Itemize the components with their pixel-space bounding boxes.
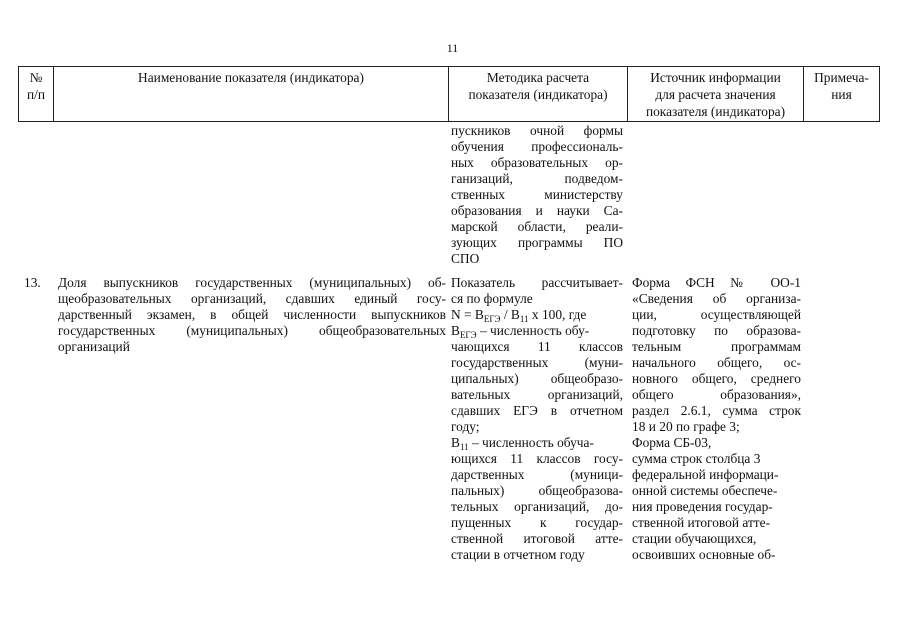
source-line: тельным программам	[632, 339, 801, 354]
table-top-border	[18, 66, 880, 67]
method-def1-first	[451, 323, 623, 339]
header-note	[804, 69, 879, 103]
method-line: ципальных) общеобразо-	[451, 371, 623, 386]
method-line: государственных (муни-	[451, 355, 623, 370]
source-line: сумма строк столбца 3	[632, 451, 761, 466]
table-header-bottom-border	[18, 121, 880, 122]
header-method-line-1: Методика расчета	[486, 70, 590, 85]
col-divider-6	[879, 66, 880, 122]
source-line: ственной итоговой атте-	[632, 515, 771, 530]
header-note-line-2: ния	[831, 87, 852, 102]
source-line: «Сведения об организа-	[632, 291, 801, 306]
source-line: 18 и 20 по графе 3;	[632, 419, 740, 434]
source-line: новного общего, среднего	[632, 371, 801, 386]
source-line: ния проведения государ-	[632, 499, 773, 514]
source-line: освоивших основные об-	[632, 547, 776, 562]
def2-subscript: 11	[459, 442, 469, 451]
cont-line: ных образовательных ор-	[451, 155, 623, 170]
def1-subscript: ЕГЭ	[459, 330, 477, 339]
row13-num: 13.	[24, 275, 41, 290]
header-source-line-2: для расчета значения	[655, 87, 776, 102]
header-source-line-1: Источник информации	[650, 70, 781, 85]
continuation-method-cell	[451, 123, 623, 267]
method-line: Показатель рассчитывает-	[451, 275, 623, 290]
row13-name-line: дарственный экзамен, в общей численности выпускников	[58, 307, 446, 322]
cont-line: ственных министерству	[451, 187, 623, 202]
cont-line: пускников очной формы	[451, 123, 623, 138]
formula-sub-ege: ЕГЭ	[483, 314, 501, 323]
header-num-line-2: п/п	[26, 87, 46, 102]
method-line: пущенных к государ-	[451, 515, 623, 530]
header-num-line-1: №	[29, 70, 43, 85]
formula-rhs: x 100, где	[528, 307, 587, 322]
def1-symbol: В	[451, 323, 460, 338]
cont-line: ганизаций, подведом-	[451, 171, 623, 186]
method-def2-first	[451, 435, 623, 451]
source-line: стации обучающихся,	[632, 531, 757, 546]
method-line: пальных) общеобразова-	[451, 483, 623, 498]
method-line: ственной итоговой атте-	[451, 531, 623, 546]
method-line: дарственных (муници-	[451, 467, 623, 482]
row13-name-cell	[58, 275, 446, 355]
source-line: ции, осуществляющей	[632, 307, 801, 322]
method-line: стации в отчетном году	[451, 547, 585, 562]
cont-line: образования и науки Са-	[451, 203, 623, 218]
method-line: году;	[451, 419, 480, 434]
header-source-line-3: показателя (индикатора)	[645, 104, 786, 119]
row13-name-line: государственных (муниципальных) общеобразовательных	[58, 323, 446, 338]
method-line: чающихся 11 классов	[451, 339, 623, 354]
header-name-text: Наименование показателя (индикатора)	[138, 70, 364, 85]
source-line: начального общего, ос-	[632, 355, 801, 370]
cont-line: СПО	[451, 251, 480, 266]
header-method	[449, 69, 627, 103]
header-num	[19, 69, 53, 103]
method-formula	[451, 307, 623, 323]
header-note-line-1: Примеча-	[814, 70, 869, 85]
def2-text: – численность обуча-	[468, 435, 594, 450]
row13-name-line: Доля выпускников государственных (муниципальных) об-	[58, 275, 446, 290]
header-name	[54, 69, 448, 86]
cont-line: марской области, реали-	[451, 219, 623, 234]
method-line: тельных организаций, до-	[451, 499, 623, 514]
source-line: раздел 2.6.1, сумма строк	[632, 403, 801, 418]
def2-symbol: В	[451, 435, 460, 450]
header-source	[628, 69, 803, 120]
formula-lhs: N = В	[451, 307, 484, 322]
header-method-line-2: показателя (индикатора)	[468, 87, 608, 102]
row13-source-cell	[632, 275, 801, 563]
source-line: общего образования»,	[632, 387, 801, 402]
formula-sub-11: 11	[519, 314, 529, 323]
method-line: сдавших ЕГЭ в отчетном	[451, 403, 623, 418]
row13-name-line: щеобразовательных организаций, сдавших единый госу-	[58, 291, 446, 306]
formula-mid: / В	[500, 307, 520, 322]
method-line: ющихся 11 классов госу-	[451, 451, 623, 466]
cont-line: обучения профессиональ-	[451, 139, 623, 154]
cont-line: зующих программы ПО	[451, 235, 623, 250]
page-number: 11	[446, 41, 459, 55]
def1-text: – численность обу-	[476, 323, 590, 338]
method-line: вательных организаций,	[451, 387, 623, 402]
method-line: ся по формуле	[451, 291, 533, 306]
row13-method-cell	[451, 275, 623, 563]
source-line: федеральной информаци-	[632, 467, 779, 482]
source-line: Форма СБ-03,	[632, 435, 712, 450]
row13-name-line: организаций	[58, 339, 130, 354]
source-line: подготовку по образова-	[632, 323, 801, 338]
source-line: Форма ФСН № ОО-1	[632, 275, 801, 290]
source-line: онной системы обеспече-	[632, 483, 778, 498]
